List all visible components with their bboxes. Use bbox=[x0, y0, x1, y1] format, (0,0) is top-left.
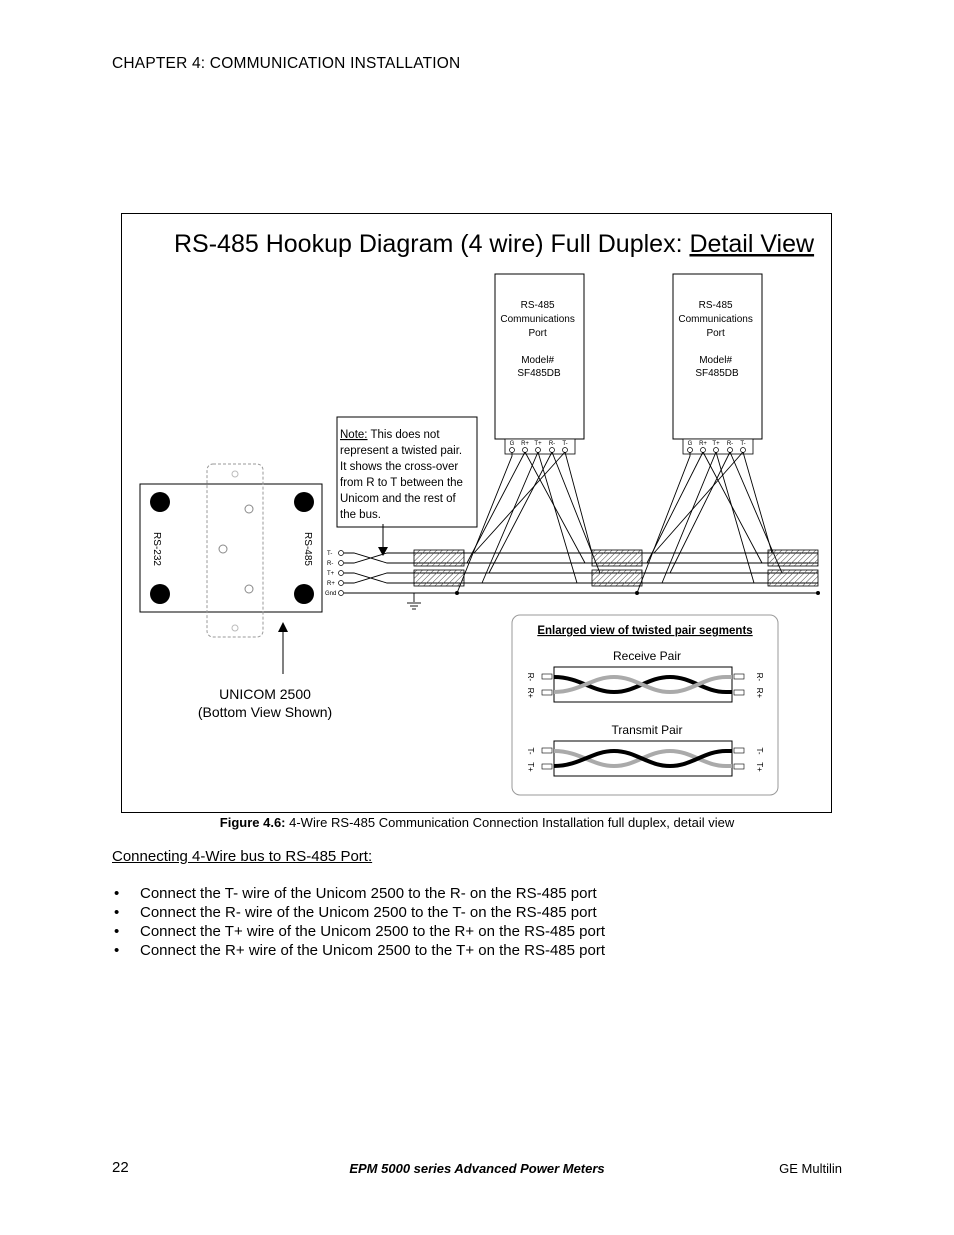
svg-text:G: G bbox=[687, 441, 693, 447]
svg-text:T-: T- bbox=[526, 747, 535, 755]
list-item: • Connect the R+ wire of the Unicom 2500 to the T+ on the RS-485 port bbox=[112, 941, 605, 960]
enlarged-view bbox=[512, 615, 778, 795]
svg-text:RS-485 Communications: RS-485 Communications Port Model# SF485DB bbox=[678, 300, 753, 379]
svg-text:R-: R- bbox=[548, 441, 556, 447]
unicom-arrow bbox=[278, 622, 288, 674]
svg-text:T-: T- bbox=[327, 551, 333, 557]
list-item: • Connect the R- wire of the Unicom 2500 to the T- on the RS-485 port bbox=[112, 903, 605, 922]
note-box bbox=[337, 417, 477, 527]
diagram-frame bbox=[121, 213, 832, 813]
svg-text:RS-485: RS-485 bbox=[302, 532, 313, 566]
hookup-diagram bbox=[122, 214, 831, 812]
rs485-port-box-2 bbox=[673, 274, 762, 454]
svg-text:Transmit Pair: Transmit Pair bbox=[611, 723, 683, 737]
chapter-header: CHAPTER 4: COMMUNICATION INSTALLATION bbox=[112, 55, 461, 72]
svg-text:R-: R- bbox=[526, 672, 535, 682]
section-heading: Connecting 4-Wire bus to RS-485 Port: bbox=[112, 848, 373, 865]
unicom-caption-1: UNICOM 2500 bbox=[219, 686, 311, 702]
svg-text:T-: T- bbox=[562, 441, 568, 447]
svg-text:Receive Pair: Receive Pair bbox=[612, 649, 682, 663]
figure-caption bbox=[0, 815, 954, 830]
svg-text:R+: R+ bbox=[526, 687, 535, 699]
svg-text:T+: T+ bbox=[755, 762, 764, 772]
svg-text:Enlarged view of twisted pair: Enlarged view of twisted pair segments bbox=[537, 625, 753, 637]
rs485-port-box-1 bbox=[495, 274, 584, 454]
svg-text:R-: R- bbox=[327, 561, 334, 567]
figure-caption-text: 4-Wire RS-485 Communication Connection Installation full duplex, detail view bbox=[285, 815, 735, 830]
svg-text:R+: R+ bbox=[699, 441, 707, 447]
instruction-list bbox=[112, 884, 605, 960]
footer-company: GE Multilin bbox=[779, 1161, 842, 1176]
list-item: • Connect the T- wire of the Unicom 2500 to the R- on the RS-485 port bbox=[112, 884, 605, 903]
footer-title: EPM 5000 series Advanced Power Meters bbox=[349, 1161, 605, 1176]
svg-text:Gnd: Gnd bbox=[325, 591, 337, 597]
svg-text:R+: R+ bbox=[755, 687, 764, 699]
list-item: • Connect the T+ wire of the Unicom 2500 to the R+ on the RS-485 port bbox=[112, 922, 605, 941]
figure-label: Figure 4.6: bbox=[219, 815, 286, 830]
svg-text:R+: R+ bbox=[327, 581, 335, 587]
svg-text:T+: T+ bbox=[327, 571, 335, 577]
svg-text:R-: R- bbox=[755, 672, 764, 682]
note-arrow bbox=[378, 524, 388, 556]
svg-text:G: G bbox=[509, 441, 515, 447]
svg-text:R-: R- bbox=[726, 441, 734, 447]
diagram-title: RS-485 Hookup Diagram (4 wire) Full Duplex: Detail View bbox=[174, 230, 815, 258]
svg-text:RS-232: RS-232 bbox=[151, 532, 162, 566]
unicom-device bbox=[140, 464, 344, 637]
svg-text:T-: T- bbox=[740, 441, 746, 447]
svg-text:RS-485 Communications: RS-485 Communications Port Model# SF485DB bbox=[500, 300, 575, 379]
page-number: 22 bbox=[112, 1159, 129, 1176]
svg-text:Note: This does not repr: Note: This does not represent a twisted pair. It shows the cross-over from R to T between the Unicom and the rest of the bus. bbox=[340, 429, 463, 521]
svg-text:T-: T- bbox=[755, 747, 764, 755]
unicom-caption-2: (Bottom View Shown) bbox=[197, 704, 333, 720]
svg-text:T+: T+ bbox=[712, 441, 720, 447]
svg-text:R+: R+ bbox=[521, 441, 529, 447]
svg-text:T+: T+ bbox=[526, 762, 535, 772]
svg-text:T+: T+ bbox=[534, 441, 542, 447]
